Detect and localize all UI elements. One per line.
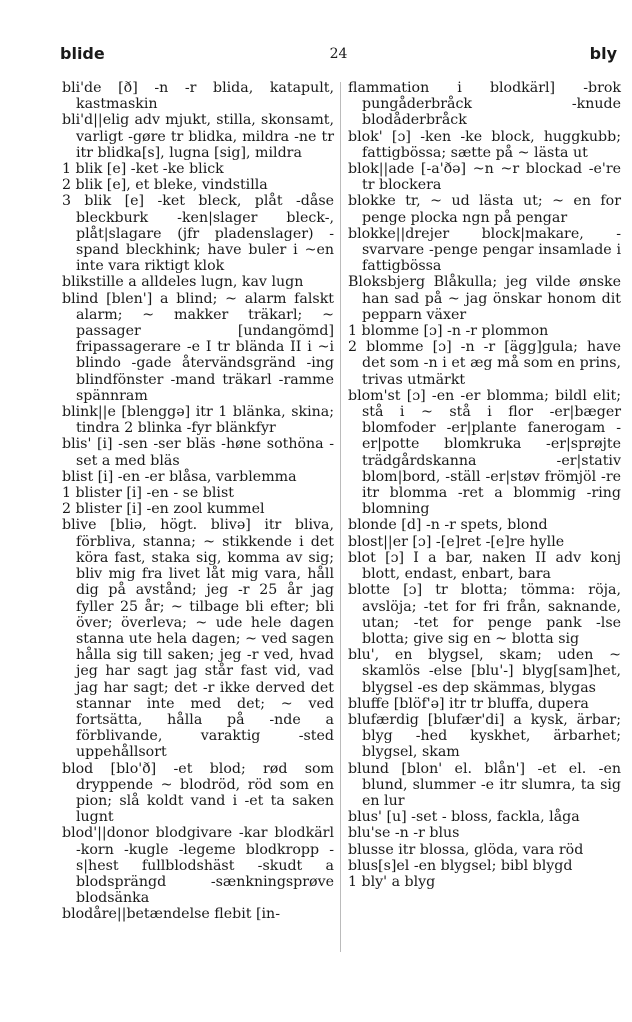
dictionary-entry: blikstille a alldeles lugn, kav lugn bbox=[62, 274, 304, 291]
dictionary-entry: blink||e [blenggə] itr 1 blänka, skina; tindra 2 blinka -fyr blänkfyr bbox=[62, 404, 334, 437]
dictionary-entry: blind [blen'] a blind; ~ alarm falskt alarm; ~ makker träkarl; ~ passager [undangömd] fripassagerare -e I tr blända II i ~i blindo -gade återvändsgränd -ing blindfönster -mand träkarl -ramme spännram bbox=[62, 290, 334, 404]
dictionary-entry: 3 blik [e] -ket bleck, plåt -dåse bleckburk -ken|slager bleck-, plåt|slagare (jfr pladenslager) -spand bleckhink; have buler i ~en inte vara riktigt klok bbox=[62, 193, 334, 275]
dictionary-entry: blu', en blygsel, skam; uden ~ skamlös -else [blu'-] blyg[sam]het, blygsel -es dep skämmas, blygas bbox=[348, 647, 621, 696]
dictionary-entry: blom'st [ɔ] -en -er blomma; bildl elit; stå i ~ stå i flor -er|bæger blomfoder -er|plante fanerogam -er|potte blomkruka -er|sprøjte trädgårdskanna -er|stativ blom|bord, -ställ -er|støv frömjöl -re itr blomma -ret a blommig -ring blomning bbox=[348, 387, 621, 518]
dictionary-entry: blusse itr blossa, glöda, vara röd bbox=[348, 841, 584, 858]
dictionary-entry: blus' [u] -set - bloss, fackla, låga bbox=[348, 809, 580, 826]
right-column bbox=[348, 80, 621, 890]
dictionary-entry: blund [blon' el. blån'] -et el. -en blund, slummer -e itr slumra, ta sig en lur bbox=[348, 760, 621, 809]
dictionary-entry: 1 blomme [ɔ] -n -r plommon bbox=[348, 323, 549, 340]
dictionary-entry: 2 blomme [ɔ] -n -r [ägg]gula; have det som -n i et æg må som en prins, trivas utmärkt bbox=[348, 339, 621, 388]
dictionary-entry: 1 bly' a blyg bbox=[348, 873, 436, 890]
dictionary-entry: blot [ɔ] I a bar, naken II adv konj blott, endast, enbart, bara bbox=[348, 549, 621, 583]
dictionary-entry: blodåre||betændelse flebit [in- bbox=[62, 906, 280, 923]
dictionary-entry: 1 blik [e] -ket -ke blick bbox=[62, 161, 224, 178]
page-number: 24 bbox=[329, 46, 348, 62]
dictionary-entry: 2 blik [e], et bleke, vindstilla bbox=[62, 177, 268, 194]
dictionary-entry: blive [bliə, högt. blivə] itr bliva, förbliva, stanna; ~ stikkende i det köra fast, staka sig, komma av sig; bliv mig fra livet låt mig vara, håll dig på avstånd; jeg -r 25 år jag fyller 25 år; ~ tilbage bli efter; bli över; överleva; ~ ude hele dagen stanna ute hela dagen; ~ ved sagen hålla sig till saken; jeg -r ved, hvad jeg har sagt jag står fast vid, vad jag har sagt; det -r ikke derved det stannar inte med det; ~ ved fortsätta, hålla på -nde a förblivande, varaktig -sted uppehållsort bbox=[62, 517, 334, 761]
dictionary-entry: blok' [ɔ] -ken -ke block, huggkubb; fattigbössa; sætte på ~ lästa ut bbox=[348, 128, 621, 161]
dictionary-entry: blok||ade [-a'ðə] ~n ~r blockad -e're tr blockera bbox=[348, 161, 621, 194]
page-header bbox=[60, 44, 617, 66]
dictionary-entry: blu'se -n -r blus bbox=[348, 825, 460, 842]
left-column bbox=[62, 80, 334, 923]
dictionary-entry: blus[s]el -en blygsel; bibl blygd bbox=[348, 857, 573, 874]
dictionary-entry: blod [blo'ð] -et blod; rød som dryppende ~ blodröd, röd som en pion; slå koldt vand i -et ta saken lugnt bbox=[62, 760, 334, 826]
dictionary-entry: 2 blister [i] -en zool kummel bbox=[62, 501, 265, 518]
dictionary-entry: bluffe [blöf'ə] itr tr bluffa, dupera bbox=[348, 695, 589, 712]
guide-word-left: blide bbox=[60, 44, 105, 63]
dictionary-entry: Bloksbjerg Blåkulla; jeg vilde ønske han sad på ~ jag önskar honom dit pepparn växer bbox=[348, 274, 621, 323]
dictionary-entry: blokke tr, ~ ud lästa ut; ~ en for penge plocka ngn på pengar bbox=[348, 193, 621, 226]
dictionary-entry: blis' [i] -sen -ser bläs -høne sothöna -set a med bläs bbox=[62, 436, 334, 469]
dictionary-entry: blist [i] -en -er blåsa, varblemma bbox=[62, 468, 297, 485]
column-divider bbox=[340, 82, 341, 952]
dictionary-entry: blod'||donor blodgivare -kar blodkärl -korn -kugle -legeme blodkropp -s|hest fullblodshäst -skudt a blodsprängd -sænkningsprøve blodsänka bbox=[62, 825, 334, 907]
guide-word-right: bly bbox=[589, 44, 617, 63]
dictionary-entry: bli'de [ð] -n -r blida, katapult, kastmaskin bbox=[62, 80, 334, 113]
dictionary-entry: flammation i blodkärl] -brok pungåderbråck -knude blodåderbråck bbox=[348, 80, 621, 129]
dictionary-entry: blonde [d] -n -r spets, blond bbox=[348, 517, 548, 534]
dictionary-entry: blokke||drejer block|makare, -svarvare -penge pengar insamlade i fattigbössa bbox=[348, 225, 621, 275]
dictionary-entry: bli'd||elig adv mjukt, stilla, skonsamt, varligt -gøre tr blidka, mildra -ne tr itr blidka[s], lugna [sig], mildra bbox=[62, 112, 334, 161]
dictionary-entry: 1 blister [i] -en - se blist bbox=[62, 485, 234, 502]
dictionary-entry: blost||er [ɔ] -[e]ret -[e]re hylle bbox=[348, 533, 565, 550]
dictionary-entry: blufærdig [blufær'di] a kysk, ärbar; blyg -hed kyskhet, ärbarhet; blygsel, skam bbox=[348, 711, 621, 761]
dictionary-entry: blotte [ɔ] tr blotta; tömma: röja, avslöja; -tet for fri från, saknande, utan; -tet for penge pank -lse blotta; give sig en ~ blotta sig bbox=[348, 582, 621, 647]
